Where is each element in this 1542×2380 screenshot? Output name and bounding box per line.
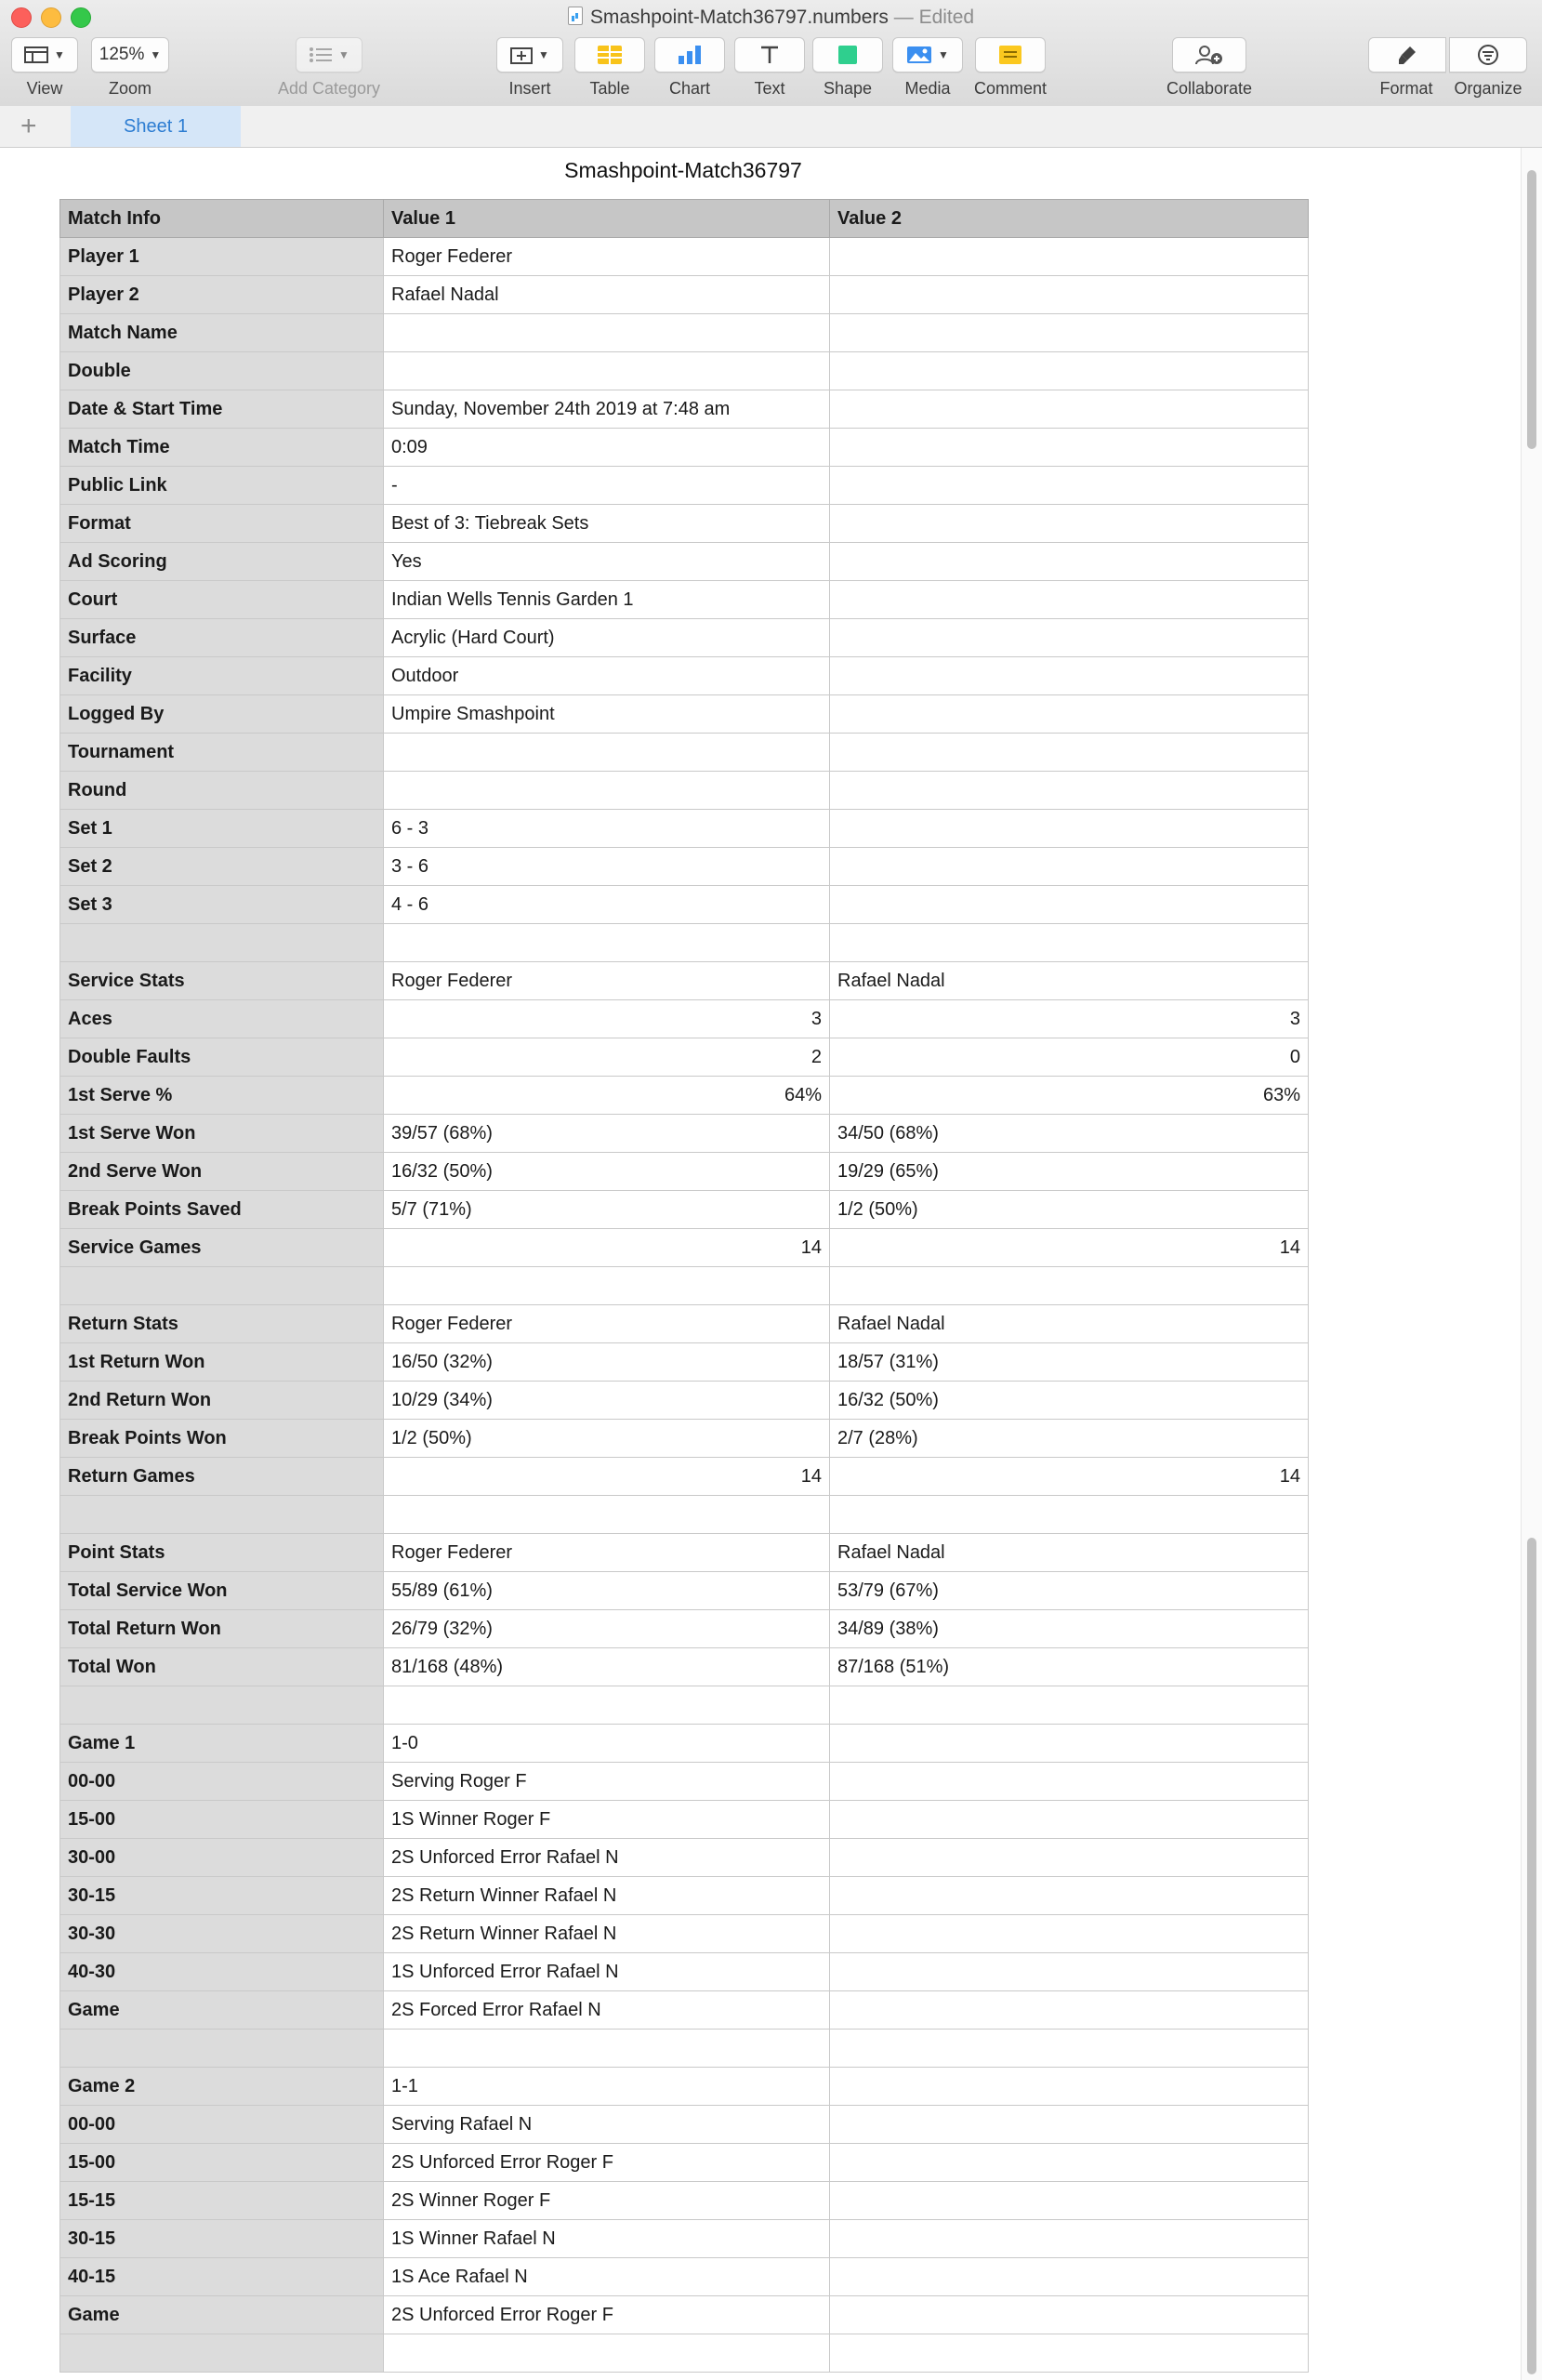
table-cell[interactable]: 1S Winner Rafael N xyxy=(384,2220,830,2258)
row-label-cell[interactable]: Return Stats xyxy=(60,1305,384,1343)
text-icon xyxy=(758,45,781,65)
row-label-cell[interactable]: Total Won xyxy=(60,1648,384,1686)
row-label-cell[interactable]: Set 1 xyxy=(60,810,384,848)
table-row xyxy=(60,1420,1309,1458)
zoom-select[interactable] xyxy=(91,37,169,73)
table-cell[interactable]: 16/32 (50%) xyxy=(830,1382,1309,1420)
table-cell[interactable]: 14 xyxy=(384,1229,830,1267)
table-cell[interactable] xyxy=(830,390,1309,429)
zoom-label: Zoom xyxy=(108,79,152,98)
table-cell[interactable]: Rafael Nadal xyxy=(384,276,830,314)
table-cell[interactable] xyxy=(830,810,1309,848)
collaborate-icon xyxy=(1194,45,1224,65)
row-label-cell[interactable]: Court xyxy=(60,581,384,619)
table-cell[interactable] xyxy=(830,2334,1309,2373)
text-label: Text xyxy=(754,79,785,98)
table-cell[interactable]: Best of 3: Tiebreak Sets xyxy=(384,505,830,543)
table-cell[interactable] xyxy=(830,1496,1309,1534)
table-cell[interactable]: 1/2 (50%) xyxy=(384,1420,830,1458)
table-cell[interactable] xyxy=(830,2258,1309,2296)
row-label-cell[interactable]: 1st Return Won xyxy=(60,1343,384,1382)
row-label-cell[interactable]: Service Stats xyxy=(60,962,384,1000)
row-label-cell[interactable] xyxy=(60,2334,384,2373)
table-cell[interactable]: 1/2 (50%) xyxy=(830,1191,1309,1229)
table-cell[interactable]: Sunday, November 24th 2019 at 7:48 am xyxy=(384,390,830,429)
table-cell[interactable]: 81/168 (48%) xyxy=(384,1648,830,1686)
table-cell[interactable] xyxy=(830,543,1309,581)
media-button[interactable] xyxy=(892,37,963,73)
scrollbar-thumb[interactable] xyxy=(1527,170,1536,449)
row-label-cell[interactable]: Game xyxy=(60,1991,384,2030)
shape-button[interactable] xyxy=(812,37,883,73)
table-row xyxy=(60,1382,1309,1420)
table-cell[interactable] xyxy=(384,924,830,962)
collaborate-label: Collaborate xyxy=(1166,79,1253,98)
table-cell[interactable] xyxy=(830,2106,1309,2144)
table-cell[interactable]: 3 xyxy=(830,1000,1309,1038)
row-label-cell[interactable]: Game 1 xyxy=(60,1725,384,1763)
table-row xyxy=(60,2144,1309,2182)
table-cell[interactable]: 2S Return Winner Rafael N xyxy=(384,1877,830,1915)
table-row xyxy=(60,772,1309,810)
paintbrush-icon xyxy=(1396,45,1418,65)
row-label-cell[interactable]: 00-00 xyxy=(60,1763,384,1801)
table-cell[interactable]: 1S Ace Rafael N xyxy=(384,2258,830,2296)
table-cell[interactable]: Roger Federer xyxy=(384,1534,830,1572)
table-row xyxy=(60,657,1309,695)
table-cell[interactable]: 0:09 xyxy=(384,429,830,467)
table-cell[interactable] xyxy=(830,1725,1309,1763)
image-icon xyxy=(906,45,932,65)
table-cell[interactable] xyxy=(830,1991,1309,2030)
text-button[interactable] xyxy=(734,37,805,73)
row-label-cell[interactable]: Date & Start Time xyxy=(60,390,384,429)
table-cell[interactable]: 2 xyxy=(384,1038,830,1077)
comment-icon xyxy=(998,45,1022,65)
column-header[interactable]: Value 1 xyxy=(384,200,830,238)
shape-label: Shape xyxy=(823,79,873,98)
add-category-tool[interactable] xyxy=(273,37,385,99)
row-label-cell[interactable]: Game 2 xyxy=(60,2068,384,2106)
shape-icon xyxy=(837,45,859,65)
table-cell[interactable]: 2S Unforced Error Roger F xyxy=(384,2296,830,2334)
numbers-document-icon xyxy=(568,7,583,25)
row-label-cell[interactable] xyxy=(60,1496,384,1534)
window-toolbar xyxy=(0,0,1542,107)
table-cell[interactable]: 2S Unforced Error Rafael N xyxy=(384,1839,830,1877)
comment-tool[interactable] xyxy=(972,37,1048,99)
table-icon xyxy=(597,45,623,65)
row-label-cell[interactable]: Double xyxy=(60,352,384,390)
table-row xyxy=(60,1534,1309,1572)
table-cell[interactable]: 2S Return Winner Rafael N xyxy=(384,1915,830,1953)
table-cell[interactable]: 4 - 6 xyxy=(384,886,830,924)
table-cell[interactable] xyxy=(830,238,1309,276)
table-cell[interactable] xyxy=(830,1877,1309,1915)
row-label-cell[interactable]: Service Games xyxy=(60,1229,384,1267)
table-cell[interactable]: 6 - 3 xyxy=(384,810,830,848)
table-cell[interactable] xyxy=(830,467,1309,505)
table-row xyxy=(60,1000,1309,1038)
table-cell[interactable]: Roger Federer xyxy=(384,1305,830,1343)
table-row xyxy=(60,467,1309,505)
view-tool[interactable] xyxy=(11,37,78,99)
list-icon xyxy=(309,46,333,63)
table-cell[interactable] xyxy=(830,276,1309,314)
add-sheet-button[interactable]: + xyxy=(20,111,37,141)
table-row xyxy=(60,2258,1309,2296)
shape-tool[interactable] xyxy=(812,37,883,99)
table-cell[interactable]: Acrylic (Hard Court) xyxy=(384,619,830,657)
comment-label: Comment xyxy=(973,79,1048,98)
sheet-tab-bar xyxy=(0,106,1542,148)
row-label-cell[interactable]: Double Faults xyxy=(60,1038,384,1077)
row-label-cell[interactable]: 2nd Return Won xyxy=(60,1382,384,1420)
table-cell[interactable] xyxy=(830,2030,1309,2068)
table-cell[interactable] xyxy=(830,1839,1309,1877)
table-cell[interactable] xyxy=(830,848,1309,886)
text-tool[interactable] xyxy=(734,37,805,99)
row-label-cell[interactable]: 30-15 xyxy=(60,1877,384,1915)
table-cell[interactable]: Umpire Smashpoint xyxy=(384,695,830,734)
bar-chart-icon xyxy=(677,45,703,65)
table-cell[interactable]: - xyxy=(384,467,830,505)
table-cell[interactable]: Rafael Nadal xyxy=(830,962,1309,1000)
table-cell[interactable] xyxy=(830,772,1309,810)
window-title: Smashpoint-Match36797.numbers — Edited xyxy=(0,4,1542,32)
table-cell[interactable]: 26/79 (32%) xyxy=(384,1610,830,1648)
add-category-label: Add Category xyxy=(277,79,381,98)
table-row xyxy=(60,2106,1309,2144)
row-label-cell[interactable]: Public Link xyxy=(60,467,384,505)
table-row xyxy=(60,505,1309,543)
table-cell[interactable]: 39/57 (68%) xyxy=(384,1115,830,1153)
table-title[interactable]: Smashpoint-Match36797 xyxy=(564,158,802,182)
table-cell[interactable]: 18/57 (31%) xyxy=(830,1343,1309,1382)
table-row xyxy=(60,1115,1309,1153)
table-row xyxy=(60,1153,1309,1191)
table-row xyxy=(60,581,1309,619)
table-row xyxy=(60,810,1309,848)
table-cell[interactable]: 2S Winner Roger F xyxy=(384,2182,830,2220)
table-cell[interactable] xyxy=(830,1686,1309,1725)
table-cell[interactable] xyxy=(830,2144,1309,2182)
table-cell[interactable] xyxy=(830,581,1309,619)
table-row xyxy=(60,924,1309,962)
table-cell[interactable]: 63% xyxy=(830,1077,1309,1115)
sidebar-view-icon xyxy=(24,46,48,63)
table-cell[interactable]: 0 xyxy=(830,1038,1309,1077)
table-row xyxy=(60,1077,1309,1115)
table-row xyxy=(60,848,1309,886)
data-table[interactable] xyxy=(59,199,1309,2373)
table-row xyxy=(60,1953,1309,1991)
table-row xyxy=(60,2068,1309,2106)
format-label: Format xyxy=(1379,79,1433,98)
table-cell[interactable] xyxy=(830,352,1309,390)
table-cell[interactable]: Serving Rafael N xyxy=(384,2106,830,2144)
table-row xyxy=(60,695,1309,734)
table-cell[interactable] xyxy=(384,2334,830,2373)
table-cell[interactable] xyxy=(384,314,830,352)
row-label-cell[interactable]: Total Return Won xyxy=(60,1610,384,1648)
table-row xyxy=(60,2334,1309,2373)
row-label-cell[interactable] xyxy=(60,2030,384,2068)
table-cell[interactable]: 14 xyxy=(830,1458,1309,1496)
organize-button[interactable] xyxy=(1449,37,1527,73)
table-cell[interactable]: 3 - 6 xyxy=(384,848,830,886)
row-label-cell[interactable]: Aces xyxy=(60,1000,384,1038)
row-label-cell[interactable] xyxy=(60,1267,384,1305)
table-row xyxy=(60,962,1309,1000)
table-cell[interactable]: 14 xyxy=(830,1229,1309,1267)
row-label-cell[interactable]: Return Games xyxy=(60,1458,384,1496)
table-tool[interactable] xyxy=(574,37,645,99)
table-row xyxy=(60,1648,1309,1686)
table-row xyxy=(60,429,1309,467)
table-cell[interactable]: 2/7 (28%) xyxy=(830,1420,1309,1458)
table-cell[interactable] xyxy=(830,657,1309,695)
table-row xyxy=(60,1839,1309,1877)
table-cell[interactable]: 1-1 xyxy=(384,2068,830,2106)
row-label-cell[interactable]: 15-00 xyxy=(60,1801,384,1839)
table-row xyxy=(60,1191,1309,1229)
media-label: Media xyxy=(904,79,951,98)
table-cell[interactable] xyxy=(830,1763,1309,1801)
table-cell[interactable]: Indian Wells Tennis Garden 1 xyxy=(384,581,830,619)
organize-label: Organize xyxy=(1454,79,1522,98)
table-row xyxy=(60,1725,1309,1763)
table-cell[interactable] xyxy=(830,924,1309,962)
table-cell[interactable]: 2S Forced Error Rafael N xyxy=(384,1991,830,2030)
row-label-cell[interactable]: Total Service Won xyxy=(60,1572,384,1610)
format-tool[interactable] xyxy=(1368,37,1444,99)
table-row xyxy=(60,1686,1309,1725)
table-cell[interactable] xyxy=(830,734,1309,772)
table-cell[interactable] xyxy=(384,1686,830,1725)
table-cell[interactable]: 64% xyxy=(384,1077,830,1115)
row-label-cell[interactable]: 30-30 xyxy=(60,1915,384,1953)
table-cell[interactable] xyxy=(830,505,1309,543)
chevron-down-icon: ▼ xyxy=(150,48,162,61)
table-cell[interactable]: 14 xyxy=(384,1458,830,1496)
chevron-down-icon: ▼ xyxy=(338,48,349,61)
table-cell[interactable] xyxy=(830,2296,1309,2334)
insert-button[interactable] xyxy=(496,37,563,73)
table-cell[interactable]: 5/7 (71%) xyxy=(384,1191,830,1229)
row-label-cell[interactable]: Format xyxy=(60,505,384,543)
row-label-cell[interactable]: Round xyxy=(60,772,384,810)
table-cell[interactable]: 34/89 (38%) xyxy=(830,1610,1309,1648)
chevron-down-icon: ▼ xyxy=(538,48,549,61)
table-cell[interactable] xyxy=(830,1953,1309,1991)
table-cell[interactable]: 1-0 xyxy=(384,1725,830,1763)
table-row xyxy=(60,390,1309,429)
table-cell[interactable] xyxy=(830,2182,1309,2220)
column-header[interactable]: Value 2 xyxy=(830,200,1309,238)
sheet-canvas xyxy=(0,148,1542,2380)
view-button[interactable] xyxy=(11,37,78,73)
table-row xyxy=(60,1038,1309,1077)
row-label-cell[interactable]: Point Stats xyxy=(60,1534,384,1572)
table-cell[interactable] xyxy=(384,1267,830,1305)
organize-icon xyxy=(1477,44,1499,66)
table-row xyxy=(60,886,1309,924)
table-cell[interactable]: Outdoor xyxy=(384,657,830,695)
table-cell[interactable]: 10/29 (34%) xyxy=(384,1382,830,1420)
table-row xyxy=(60,238,1309,276)
table-cell[interactable]: 16/50 (32%) xyxy=(384,1343,830,1382)
table-cell[interactable] xyxy=(830,2068,1309,2106)
table-row xyxy=(60,1877,1309,1915)
table-row xyxy=(60,1572,1309,1610)
table-row xyxy=(60,2220,1309,2258)
organize-tool[interactable] xyxy=(1444,37,1532,99)
insert-icon xyxy=(510,46,533,64)
row-label-cell[interactable]: Game xyxy=(60,2296,384,2334)
table-cell[interactable]: Yes xyxy=(384,543,830,581)
row-label-cell[interactable]: Match Time xyxy=(60,429,384,467)
zoom-value: 125% xyxy=(99,45,145,64)
row-label-cell[interactable]: 15-15 xyxy=(60,2182,384,2220)
table-cell[interactable] xyxy=(384,1496,830,1534)
table-button[interactable] xyxy=(574,37,645,73)
table-row xyxy=(60,2296,1309,2334)
table-cell[interactable] xyxy=(384,734,830,772)
table-row xyxy=(60,1991,1309,2030)
row-label-cell[interactable]: 40-15 xyxy=(60,2258,384,2296)
row-label-cell[interactable]: Match Name xyxy=(60,314,384,352)
row-label-cell[interactable]: Break Points Saved xyxy=(60,1191,384,1229)
add-category-button[interactable] xyxy=(296,37,362,73)
table-cell[interactable] xyxy=(830,1915,1309,1953)
table-cell[interactable]: 1S Unforced Error Rafael N xyxy=(384,1953,830,1991)
chart-label: Chart xyxy=(668,79,710,98)
table-row xyxy=(60,1458,1309,1496)
table-cell[interactable] xyxy=(830,1801,1309,1839)
row-label-cell[interactable] xyxy=(60,924,384,962)
table-row xyxy=(60,734,1309,772)
comment-button[interactable] xyxy=(975,37,1046,73)
table-row xyxy=(60,276,1309,314)
chart-tool[interactable] xyxy=(654,37,725,99)
table-cell[interactable]: Rafael Nadal xyxy=(830,1534,1309,1572)
table-cell[interactable]: Serving Roger F xyxy=(384,1763,830,1801)
chevron-down-icon: ▼ xyxy=(938,48,949,61)
table-row xyxy=(60,1496,1309,1534)
table-cell[interactable]: Rafael Nadal xyxy=(830,1305,1309,1343)
insert-tool[interactable] xyxy=(496,37,563,99)
table-cell[interactable]: 55/89 (61%) xyxy=(384,1572,830,1610)
table-cell[interactable] xyxy=(830,429,1309,467)
table-row xyxy=(60,1801,1309,1839)
insert-label: Insert xyxy=(508,79,551,98)
table-cell[interactable] xyxy=(830,314,1309,352)
table-row xyxy=(60,1229,1309,1267)
collaborate-button[interactable] xyxy=(1172,37,1246,73)
table-cell[interactable]: 87/168 (51%) xyxy=(830,1648,1309,1686)
view-label: View xyxy=(26,79,63,98)
row-label-cell[interactable]: 00-00 xyxy=(60,2106,384,2144)
row-label-cell[interactable]: Set 2 xyxy=(60,848,384,886)
table-row xyxy=(60,1305,1309,1343)
table-row xyxy=(60,1343,1309,1382)
row-label-cell[interactable]: Break Points Won xyxy=(60,1420,384,1458)
table-cell[interactable] xyxy=(384,772,830,810)
table-label: Table xyxy=(589,79,630,98)
table-row xyxy=(60,1915,1309,1953)
table-row xyxy=(60,1267,1309,1305)
table-cell[interactable] xyxy=(830,619,1309,657)
row-label-cell[interactable]: 1st Serve % xyxy=(60,1077,384,1115)
row-label-cell[interactable]: 2nd Serve Won xyxy=(60,1153,384,1191)
scrollbar-thumb-secondary[interactable] xyxy=(1527,1538,1536,2374)
table-row xyxy=(60,543,1309,581)
row-label-cell[interactable]: Surface xyxy=(60,619,384,657)
row-label-cell[interactable]: 15-00 xyxy=(60,2144,384,2182)
table-cell[interactable] xyxy=(830,695,1309,734)
table-row xyxy=(60,1610,1309,1648)
collaborate-tool[interactable] xyxy=(1156,37,1262,99)
row-label-cell[interactable] xyxy=(60,1686,384,1725)
row-label-cell[interactable]: 30-15 xyxy=(60,2220,384,2258)
table-cell[interactable] xyxy=(830,886,1309,924)
row-label-cell[interactable]: Ad Scoring xyxy=(60,543,384,581)
table-row xyxy=(60,1763,1309,1801)
table-cell[interactable] xyxy=(384,2030,830,2068)
row-label-cell[interactable]: Logged By xyxy=(60,695,384,734)
table-cell[interactable]: 53/79 (67%) xyxy=(830,1572,1309,1610)
table-cell[interactable]: 1S Winner Roger F xyxy=(384,1801,830,1839)
row-label-cell[interactable]: 1st Serve Won xyxy=(60,1115,384,1153)
row-label-cell[interactable]: Set 3 xyxy=(60,886,384,924)
row-label-cell[interactable]: Tournament xyxy=(60,734,384,772)
column-header[interactable]: Match Info xyxy=(60,200,384,238)
table-cell[interactable] xyxy=(830,2220,1309,2258)
table-cell[interactable] xyxy=(830,1267,1309,1305)
table-row xyxy=(60,314,1309,352)
vertical-scrollbar[interactable] xyxy=(1521,148,1542,2380)
row-label-cell[interactable]: Facility xyxy=(60,657,384,695)
table-cell[interactable] xyxy=(384,352,830,390)
zoom-tool[interactable] xyxy=(91,37,169,99)
table-cell[interactable]: Roger Federer xyxy=(384,238,830,276)
table-cell[interactable]: 34/50 (68%) xyxy=(830,1115,1309,1153)
tab-sheet-1[interactable]: Sheet 1 xyxy=(71,106,241,147)
table-header-row xyxy=(60,200,1309,238)
media-tool[interactable] xyxy=(892,37,963,99)
format-button[interactable] xyxy=(1368,37,1446,73)
table-cell[interactable]: 16/32 (50%) xyxy=(384,1153,830,1191)
row-label-cell[interactable]: 30-00 xyxy=(60,1839,384,1877)
table-cell[interactable]: 2S Unforced Error Roger F xyxy=(384,2144,830,2182)
row-label-cell[interactable]: Player 2 xyxy=(60,276,384,314)
row-label-cell[interactable]: Player 1 xyxy=(60,238,384,276)
table-cell[interactable]: Roger Federer xyxy=(384,962,830,1000)
row-label-cell[interactable]: 40-30 xyxy=(60,1953,384,1991)
table-row xyxy=(60,352,1309,390)
table-row xyxy=(60,619,1309,657)
table-cell[interactable]: 3 xyxy=(384,1000,830,1038)
table-row xyxy=(60,2182,1309,2220)
chart-button[interactable] xyxy=(654,37,725,73)
table-row xyxy=(60,2030,1309,2068)
edited-status: — Edited xyxy=(893,7,975,28)
chevron-down-icon: ▼ xyxy=(54,48,65,61)
table-cell[interactable]: 19/29 (65%) xyxy=(830,1153,1309,1191)
